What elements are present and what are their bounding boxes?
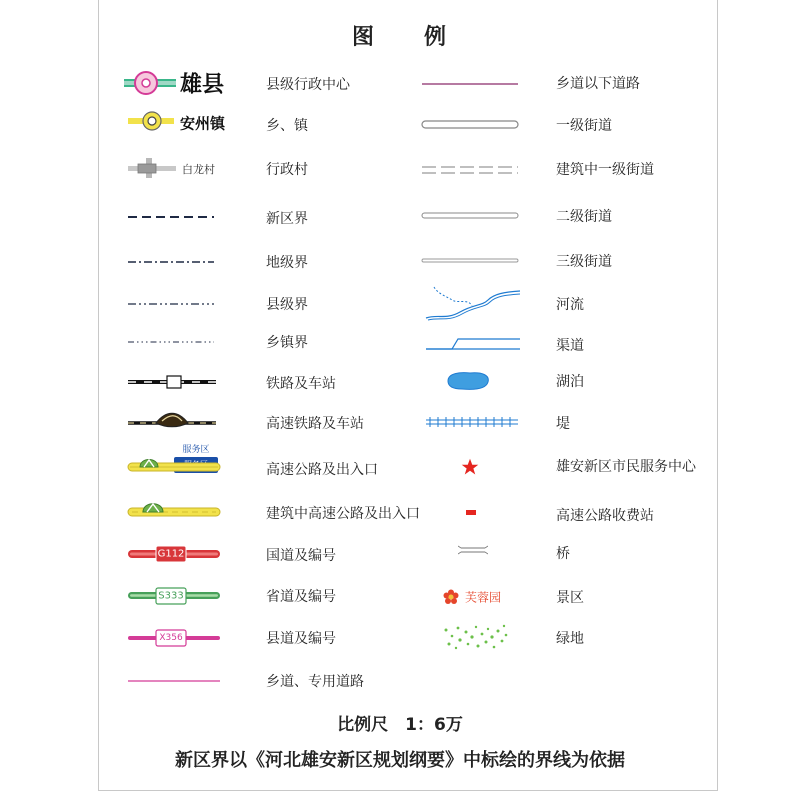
- legend-label-toll-station: 高速公路收费站: [556, 508, 654, 524]
- scenic-area-flower-icon: [443, 589, 459, 605]
- legend-label-lake: 湖泊: [556, 374, 584, 390]
- high-speed-rail-station-symbol: [126, 410, 218, 432]
- county-boundary-symbol: [126, 299, 216, 309]
- toll-station-icon: [466, 510, 476, 516]
- legend-label-national-road: 国道及编号: [266, 548, 336, 564]
- citizen-service-center-star-icon: [461, 458, 479, 476]
- legend-label-secondary-street: 二级街道: [556, 209, 612, 225]
- legend-label-expressway-construction: 建筑中高速公路及出入口: [266, 506, 420, 522]
- legend-label-tertiary-street: 三级街道: [556, 254, 612, 270]
- secondary-street-symbol: [420, 211, 520, 221]
- legend-label-township-road: 乡道、专用道路: [266, 674, 364, 690]
- prefecture-boundary-symbol: [126, 257, 216, 267]
- minor-road-symbol: [420, 79, 520, 89]
- township-road-symbol: [126, 676, 222, 686]
- legend-label-county-center: 县级行政中心: [266, 77, 350, 93]
- village-sample-name: 白龙村: [182, 163, 215, 176]
- legend-label-canal: 渠道: [556, 338, 584, 354]
- bridge-symbol: [458, 545, 488, 555]
- township-boundary-symbol: [126, 337, 216, 347]
- legend-label-embankment: 堤: [556, 416, 570, 432]
- legend-label-town: 乡、镇: [266, 118, 308, 134]
- green-space-symbol: [440, 622, 510, 652]
- primary-street-symbol: [420, 119, 520, 131]
- provincial-road-number: S333: [158, 590, 184, 602]
- legend-label-prefecture-boundary: 地级界: [266, 255, 308, 271]
- lake-symbol: [444, 369, 492, 393]
- legend-label-county-road: 县道及编号: [266, 631, 336, 647]
- legend-label-new-area-boundary: 新区界: [266, 211, 308, 227]
- legend-label-bridge: 桥: [556, 546, 570, 562]
- village-symbol: [128, 155, 176, 181]
- legend-label-river: 河流: [556, 297, 584, 313]
- town-sample-name: 安州镇: [180, 114, 226, 133]
- legend-label-primary-street-construction: 建筑中一级街道: [556, 162, 654, 178]
- legend-label-scenic-area: 景区: [556, 590, 584, 606]
- scenic-area-sample-name: 芙蓉园: [465, 590, 502, 605]
- legend-label-provincial-road: 省道及编号: [266, 589, 336, 605]
- legend-title: 图 例: [351, 25, 448, 50]
- legend-label-county-boundary: 县级界: [266, 297, 308, 313]
- expressway-interchange-symbol: [126, 456, 222, 478]
- legend-label-village: 行政村: [266, 162, 308, 178]
- county-center-symbol: [124, 70, 176, 96]
- canal-symbol: [424, 334, 522, 352]
- new-area-boundary-symbol: [126, 212, 216, 222]
- town-symbol: [128, 110, 174, 132]
- river-symbol: [424, 284, 522, 322]
- boundary-note: 新区界以《河北雄安新区规划纲要》中标绘的界线为依据: [175, 750, 625, 771]
- legend-label-primary-street: 一级街道: [556, 118, 612, 134]
- scale-text: 比例尺 1：6万: [337, 715, 463, 735]
- legend-label-green-space: 绿地: [556, 631, 584, 647]
- embankment-symbol: [424, 414, 520, 430]
- service-area-caption: 服务区: [182, 445, 210, 455]
- legend-label-citizen-service-center: 雄安新区市民服务中心: [556, 459, 696, 475]
- expressway-under-construction-symbol: [126, 500, 222, 524]
- railway-station-symbol: [126, 374, 218, 390]
- county-center-sample-name: 雄县: [180, 72, 225, 98]
- legend-label-high-speed-rail: 高速铁路及车站: [266, 416, 364, 432]
- legend-label-township-boundary: 乡镇界: [266, 335, 308, 351]
- primary-street-construction-symbol: [420, 164, 520, 176]
- legend-label-expressway: 高速公路及出入口: [266, 462, 378, 478]
- legend-label-minor-road: 乡道以下道路: [556, 76, 640, 92]
- tertiary-street-symbol: [420, 256, 520, 266]
- national-road-number: G112: [157, 548, 185, 560]
- legend-label-railway: 铁路及车站: [266, 376, 336, 392]
- county-road-number: X356: [159, 633, 183, 643]
